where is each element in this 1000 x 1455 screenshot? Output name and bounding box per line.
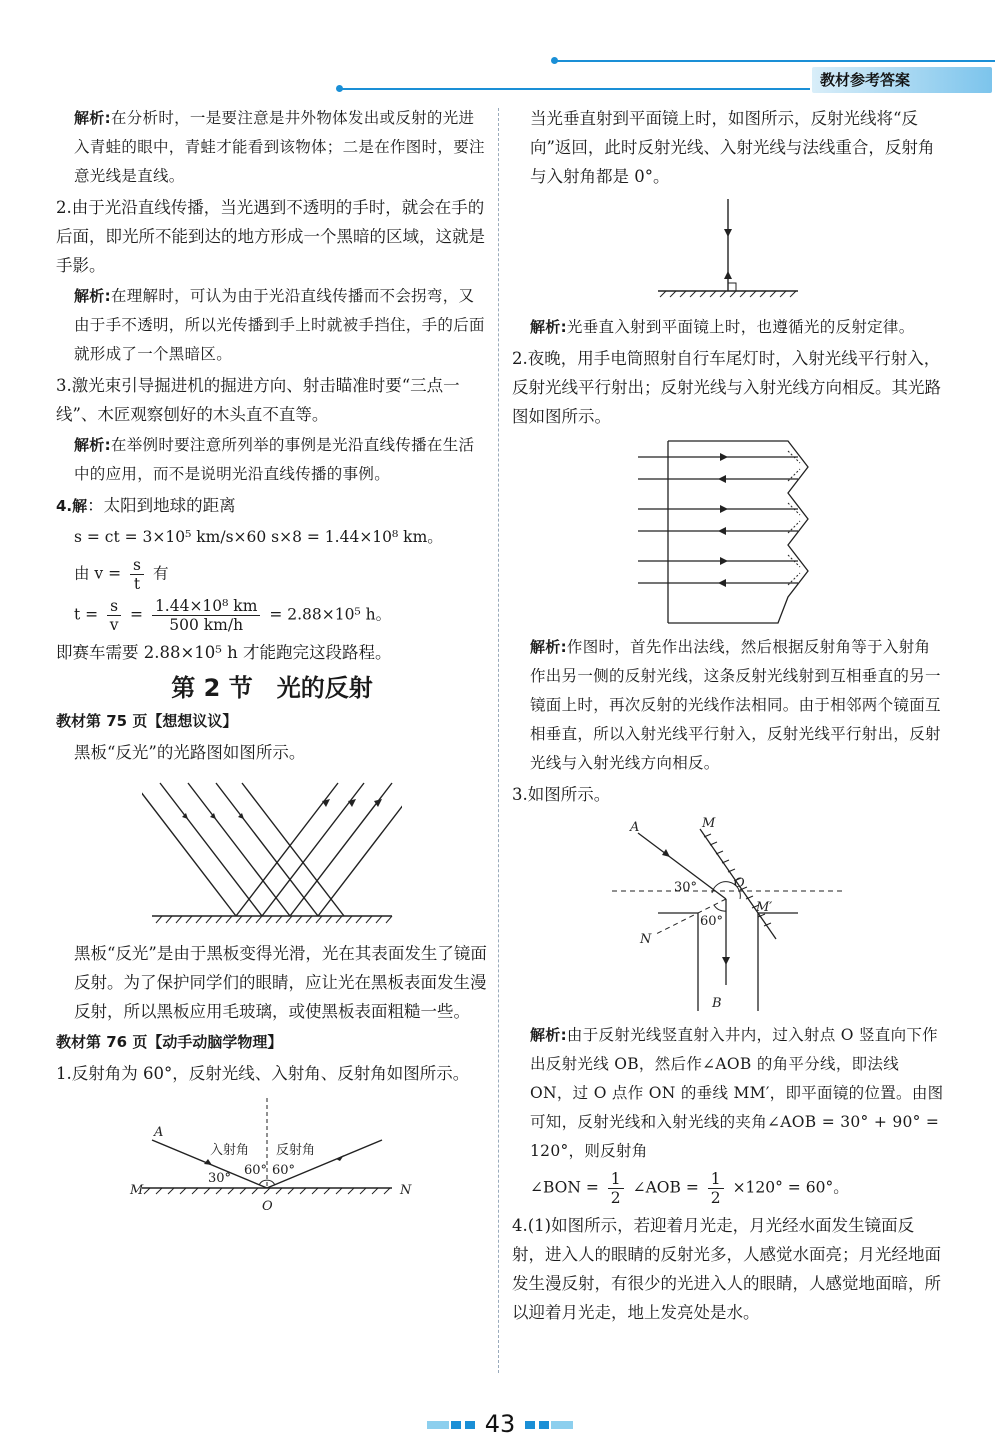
label-O: O xyxy=(262,1199,273,1214)
analysis-c: 解析:由于反射光线竖直射入井内，过入射点 O 竖直向下作出反射光线 OB，然后作∠AOB 的角平分线，即法线 ON，过 O 点作 ON 的垂线 MM′，即平面镜的位置。由图可知，反射光线和入射光线的夹角∠AOB = 30° + 90° = 120°，则反射角 xyxy=(530,1026,944,1160)
blackboard-reflection-diagram xyxy=(142,773,402,933)
label-M: M xyxy=(702,816,716,831)
analysis-2: 解析:在理解时，可认为由于光沿直线传播而不会拐弯，又由于手不透明，所以光传播到手上时就被手挡住，手的后面就形成了一个黑暗区。 xyxy=(74,287,485,363)
label-60deg-right: 60° xyxy=(272,1163,296,1178)
fraction-half-1: $\frac{1}{2}$ xyxy=(608,1170,624,1207)
answer-3: 3.激光束引导掘进机的掘进方向、射击瞄准时要“三点一线”、木匠观察刨好的木头直不直等。 xyxy=(56,376,460,424)
label-60deg: 60° xyxy=(700,914,724,929)
fraction-s-over-t: $\frac{s}{t}$ xyxy=(130,556,144,593)
formula-velocity: 由 v = $\frac{s}{t}$ 有 xyxy=(74,556,169,593)
label-N: N xyxy=(640,932,652,947)
subheading-p76: 教材第 76 页【动手动脑学物理】 xyxy=(56,1033,283,1051)
answer-4: 4.解：太阳到地球的距离 xyxy=(56,496,236,515)
answer-q4: 4.(1)如图所示，若迎着月光走，月光经水面发生镜面反射，进入人的眼睛的反射光多，人感觉水面亮；月光经地面发生漫反射，有很少的光进入人的眼睛，人感觉地面暗，所以迎着月光走，地上发亮处是水。 xyxy=(512,1216,941,1322)
analysis-1: 解析:在分析时，一是要注意是井外物体发出或反射的光进入青蛙的眼中，青蛙才能看到该物体；二是在作图时，要注意光线是直线。 xyxy=(74,109,485,185)
label-incident-angle: 入射角 xyxy=(210,1143,250,1158)
label-B: B xyxy=(712,996,722,1011)
analysis-b: 解析:作图时，首先作出法线，然后根据反射角等于入射角作出另一侧的反射光线，这条反射光线射到互相垂直的另一镜面上时，再次反射的光线作法相同。由于相邻两个镜面互相垂直，所以入射光线平行射入，反射光线平行射出，反射光线与入射光线方向相反。 xyxy=(530,638,941,772)
answer-q3: 3.如图所示。 xyxy=(512,785,611,804)
formula-distance: s = ct = 3×10⁵ km/s×60 s×8 = 1.44×10⁸ km。 xyxy=(74,528,443,546)
fraction-value: $\frac{\text{1.44×10⁸ km}}{500 km/h}$ xyxy=(152,597,260,634)
fraction-half-2: $\frac{1}{2}$ xyxy=(708,1170,724,1207)
formula-time: t = $\frac{s}{v}$ = $\frac{\text{1.44×10⁸ km}}{500 km/h}$ = 2.88×10⁵ h。 xyxy=(74,597,392,634)
header-dot-right xyxy=(551,57,558,64)
label-60deg-left: 60° xyxy=(244,1163,268,1178)
right-column xyxy=(512,104,944,1329)
conclusion: 即赛车需要 2.88×10⁵ h 才能跑完这段路程。 xyxy=(56,643,392,662)
page-number-bar xyxy=(0,1410,1000,1438)
column-divider xyxy=(498,108,499,1373)
formula-bon: ∠BON = $\frac{1}{2}$ ∠AOB = $\frac{1}{2}$ ×120° = 60°。 xyxy=(530,1170,849,1207)
analysis-a: 解析:光垂直入射到平面镜上时，也遵循光的反射定律。 xyxy=(530,318,915,336)
label-reflection-angle: 反射角 xyxy=(276,1143,316,1158)
answer-2: 2.由于光沿直线传播，当光遇到不透明的手时，就会在手的后面，即光所不能到达的地方形成一个黑暗的区域，这就是手影。 xyxy=(56,198,485,275)
left-column xyxy=(56,104,488,1230)
label-A: A xyxy=(154,1125,164,1140)
label-N: N xyxy=(400,1183,412,1198)
subheading-p75: 教材第 75 页【想想议议】 xyxy=(56,712,238,730)
page-number: 43 xyxy=(484,1410,516,1438)
perpendicular-mirror-diagram xyxy=(648,197,808,307)
section-title: 第 2 节 光的反射 xyxy=(171,674,373,702)
fraction-s-over-v: $\frac{s}{v}$ xyxy=(107,597,121,634)
answer-q1: 1.反射角为 60°，反射光线、入射角、反射角如图所示。 xyxy=(56,1064,470,1083)
label-O: O xyxy=(734,876,745,891)
reflection-angle-diagram xyxy=(122,1094,422,1224)
label-M: M xyxy=(130,1183,144,1198)
perpendicular-intro: 当光垂直射到平面镜上时，如图所示，反射光线将“反向”返回，此时反射光线、入射光线与法线重合，反射角与入射角都是 0°。 xyxy=(530,109,935,186)
label-30deg: 30° xyxy=(208,1171,232,1186)
answer-q2: 2.夜晚，用手电筒照射自行车尾灯时，入射光线平行射入，反射光线平行射出；反射光线与入射光线方向相反。其光路图如图所示。 xyxy=(512,349,941,426)
label-M-prime: M′ xyxy=(756,900,773,915)
label-30deg: 30° xyxy=(674,880,698,895)
blackboard-explanation: 黑板“反光”是由于黑板变得光滑，光在其表面发生了镜面反射。为了保护同学们的眼睛，应让光在黑板表面发生漫反射，所以黑板应用毛玻璃，或使黑板表面粗糙一些。 xyxy=(74,944,487,1021)
well-mirror-diagram xyxy=(608,815,848,1015)
label-A: A xyxy=(630,820,640,835)
header-dot-left xyxy=(336,85,343,92)
blackboard-intro: 黑板“反光”的光路图如图所示。 xyxy=(74,743,306,762)
header-rule-top xyxy=(555,60,995,62)
header-tag: 教材参考答案 xyxy=(812,67,992,93)
header-rule-bottom xyxy=(340,88,810,90)
analysis-3: 解析:在举例时要注意所列举的事例是光沿直线传播在生活中的应用，而不是说明光沿直线传播的事例。 xyxy=(74,436,475,483)
bicycle-taillight-diagram xyxy=(628,437,828,627)
